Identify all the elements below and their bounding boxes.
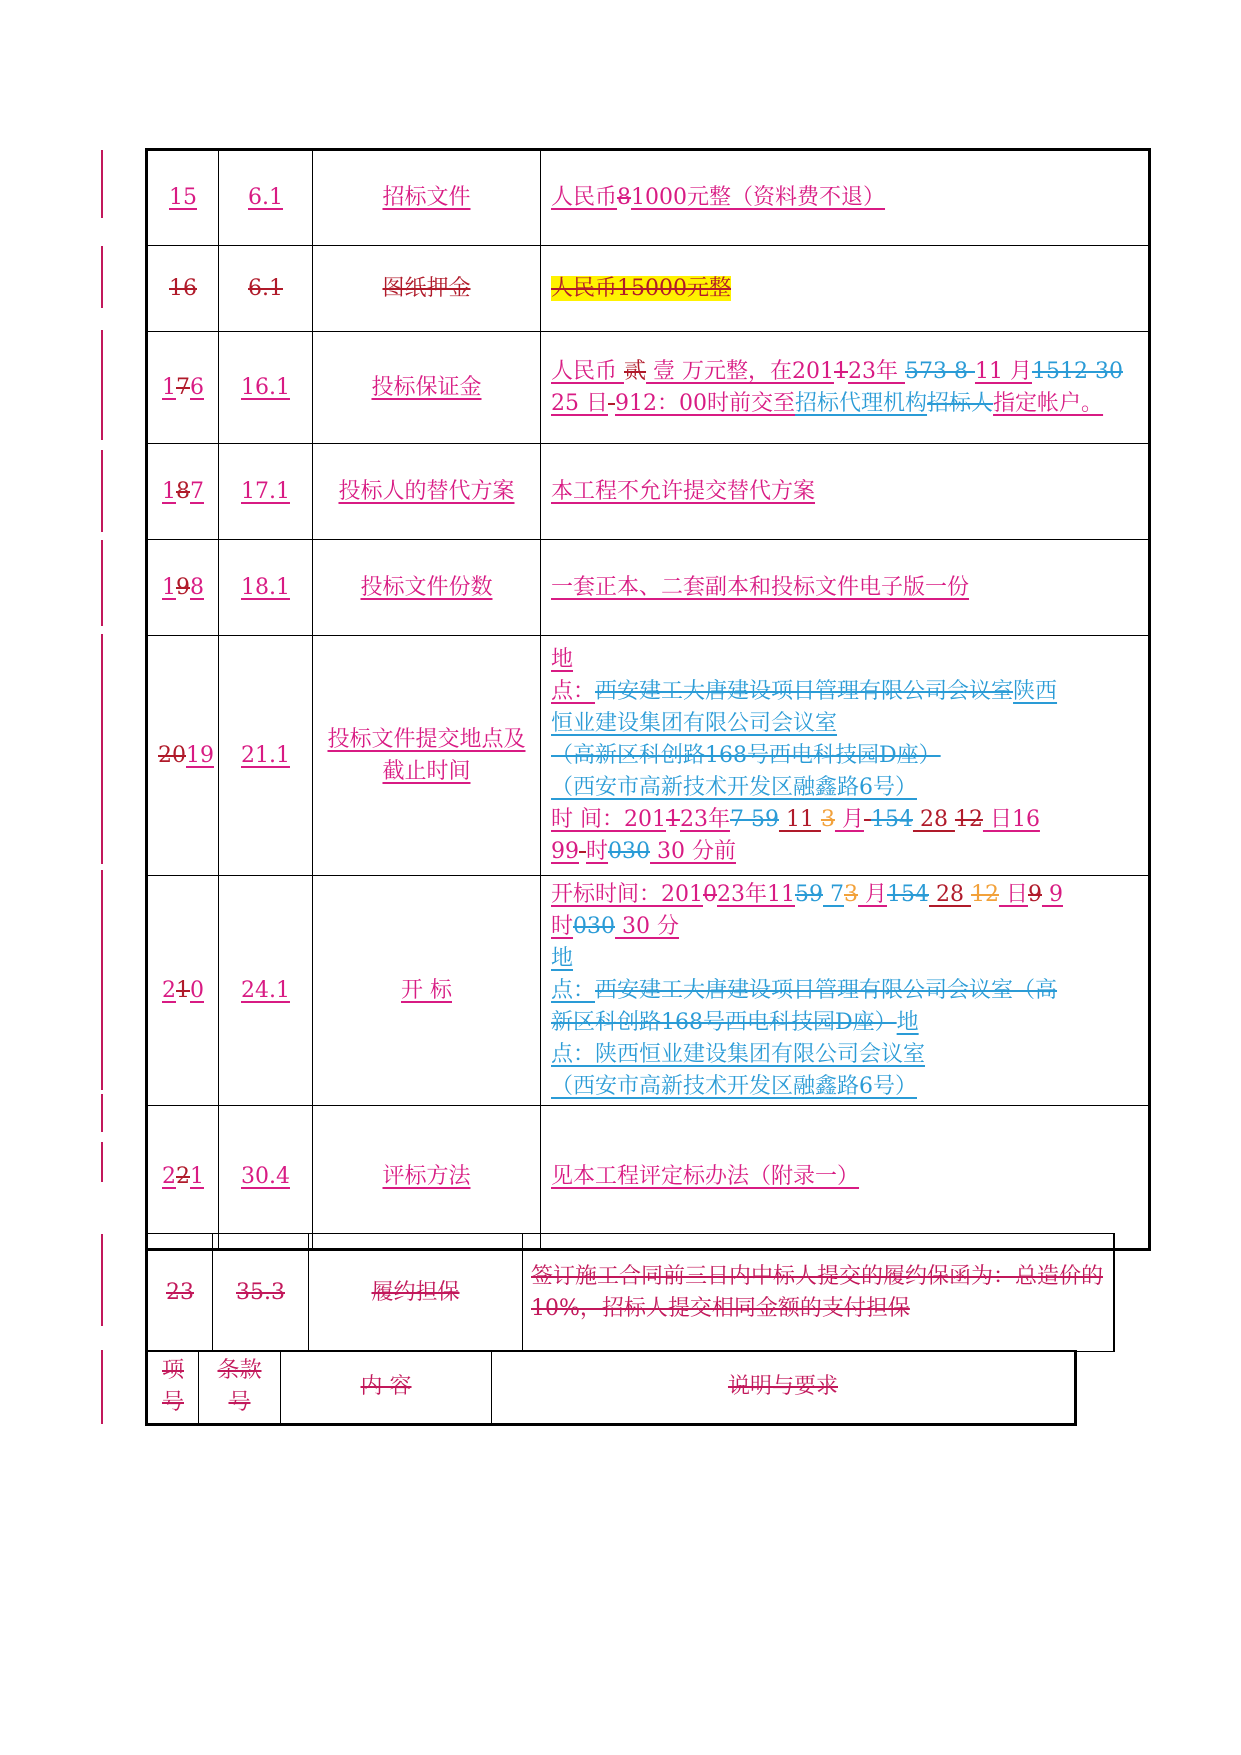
content-run: 陕西 [1013, 678, 1058, 704]
change-bar [101, 1234, 103, 1326]
row-number-text: 1 [162, 478, 176, 504]
deleted-header-item: 内 容 [281, 1351, 492, 1425]
row-number-deleted: 1 [176, 977, 190, 1003]
content-run: 8 [617, 185, 632, 210]
row-number [147, 1106, 219, 1250]
item-name [313, 540, 541, 636]
table-row [147, 332, 1150, 444]
content-run: 0 [703, 881, 717, 907]
deleted-row-no: 23 [147, 1234, 213, 1352]
deleted-row-table [145, 1233, 1115, 1352]
item-name [313, 246, 541, 332]
clause-text: 24.1 [241, 977, 290, 1003]
content-run: 11 [778, 806, 821, 832]
clause-number [219, 150, 313, 246]
content-run: 指定帐户。 [993, 390, 1104, 416]
requirement-content [541, 540, 1150, 636]
row-number [147, 444, 219, 540]
row-number [147, 876, 219, 1106]
content-run: 1512 [1031, 358, 1088, 384]
requirement-content [541, 1106, 1150, 1250]
item-text: 投标人的替代方案 [338, 478, 515, 504]
requirement-content [541, 246, 1150, 332]
content-line [551, 676, 1138, 708]
content-line [551, 740, 1138, 772]
content-run: 一套正本、二套副本和投标文件电子版一份 [551, 574, 970, 600]
item-deleted: 图纸押金 [382, 275, 471, 301]
change-bar [101, 1350, 103, 1424]
clause-text: 17.1 [241, 478, 290, 504]
clause-text: 30.4 [241, 1164, 290, 1189]
content-run: 912：00 [615, 390, 707, 416]
content-run: 月 [858, 881, 887, 907]
row-number-deleted: 9 [176, 574, 190, 600]
content-run: 7 [823, 881, 844, 907]
clause-number [219, 540, 313, 636]
content-run: 23 [848, 358, 876, 384]
item-text: 招标文件 [382, 185, 471, 210]
content-run: 时 [586, 838, 609, 864]
content-run: 点： [551, 977, 596, 1003]
tender-data-table [145, 148, 1151, 1251]
content-run: 人民币 [551, 185, 618, 210]
content-run: 30 分前 [650, 838, 736, 864]
row-number-inserted: 7 [190, 478, 204, 504]
item-name [313, 876, 541, 1106]
item-text: 评标方法 [382, 1164, 471, 1189]
content-run: 28 [929, 881, 971, 907]
content-run: 开标时间：201 [551, 881, 703, 907]
change-bar [101, 330, 103, 440]
clause-text: 18.1 [241, 574, 290, 600]
item-text: 投标文件提交地点及截止时间 [327, 726, 526, 784]
table-row [147, 876, 1150, 1106]
content-line [551, 836, 1138, 868]
content-run: 日16 [982, 806, 1040, 832]
content-run: 月 [834, 806, 864, 832]
content-run: 9 [1041, 881, 1063, 907]
change-bar [101, 870, 103, 1090]
clause-number [219, 246, 313, 332]
content-run: 招标代理机构 [795, 390, 928, 416]
item-name [313, 636, 541, 876]
content-run: 154 [887, 881, 929, 907]
row-number-text: 2 [162, 977, 176, 1003]
clause-number [219, 444, 313, 540]
content-run: 8 [947, 358, 975, 384]
clause-deleted: 6.1 [248, 275, 283, 301]
change-bar [101, 540, 103, 626]
content-run: 3 [820, 806, 835, 832]
row-number [147, 332, 219, 444]
content-run: 本工程不允许提交替代方案 [551, 478, 816, 504]
clause-number [219, 1106, 313, 1250]
requirement-content [541, 876, 1150, 1106]
item-text: 投标保证金 [371, 374, 482, 400]
content-run: 西安建工大唐建设项目管理有限公司会议室 [595, 678, 1014, 704]
content-line [551, 1071, 1138, 1103]
row-number-text: 1 [162, 574, 176, 600]
row-number [147, 246, 219, 332]
row-number-text: 1 [162, 374, 176, 400]
clause-number [219, 636, 313, 876]
content-run: 人民币15000元整 [551, 275, 731, 301]
requirement-content [541, 150, 1150, 246]
row-number-inserted: 19 [186, 742, 214, 768]
item-name [313, 1106, 541, 1250]
content-line [551, 644, 1138, 676]
deleted-row-content: 签订施工合同前三日内中标人提交的履约保函为：总造价的10%，招标人提交相同金额的支付担保 [523, 1234, 1115, 1352]
table-row [147, 1106, 1150, 1250]
content-run: 时 [551, 913, 574, 939]
content-run: 地 [551, 945, 574, 971]
content-run: 地 [896, 1009, 919, 1035]
content-run: 30 分 [615, 913, 679, 939]
content-run: 9 [1027, 881, 1042, 907]
content-run: 12 [970, 881, 999, 907]
content-run: 23年 [680, 806, 730, 832]
row-number-inserted: 8 [190, 574, 204, 600]
content-run [608, 391, 615, 416]
content-run: 59 [795, 881, 823, 907]
content-line [551, 911, 1138, 943]
change-bar [101, 150, 103, 218]
content-run: 28 [912, 806, 955, 832]
content-line [551, 804, 1138, 836]
table-row [147, 246, 1150, 332]
deleted-row-item: 履约担保 [309, 1234, 523, 1352]
item-text: 开 标 [401, 977, 452, 1003]
content-run [864, 807, 871, 832]
item-name [313, 444, 541, 540]
row-number-deleted: 16 [169, 275, 197, 301]
content-run: 点：陕西恒业建设集团有限公司会议室 [551, 1041, 926, 1067]
item-name [313, 150, 541, 246]
clause-number [219, 332, 313, 444]
content-run: 见本工程评定标办法（附录一） [551, 1164, 860, 1189]
content-run: 12 [954, 806, 983, 832]
row-number-inserted: 15 [169, 185, 197, 210]
clause-text: 16.1 [241, 374, 290, 400]
content-run: 时前交至 [707, 390, 796, 416]
requirement-content [541, 444, 1150, 540]
change-bar [101, 634, 103, 864]
content-run: 23年11 [717, 881, 795, 907]
content-run: 1 [666, 806, 680, 832]
content-run: 3 [844, 881, 858, 907]
row-number-deleted: 7 [176, 374, 190, 400]
row-number-inserted: 0 [190, 977, 204, 1003]
content-line [551, 1039, 1138, 1071]
content-run: 新区科创路168号西电科技园D座） [551, 1009, 897, 1035]
row-number [147, 636, 219, 876]
deleted-header-content: 说明与要求 [492, 1351, 1076, 1425]
change-bar [101, 1142, 103, 1182]
content-run: 西安建工大唐建设项目管理有限公司会议室（高 [595, 977, 1058, 1003]
change-bar [101, 1094, 103, 1132]
content-run [579, 839, 586, 864]
content-run: 25 日 [551, 390, 608, 416]
clause-text: 21.1 [241, 742, 290, 768]
content-run: 154 [870, 806, 913, 832]
row-number-deleted: 20 [158, 742, 186, 768]
row-number-deleted: 8 [176, 478, 190, 504]
deleted-header-clause: 条款号 [199, 1351, 281, 1425]
row-number [147, 150, 219, 246]
content-run: 30 [1087, 358, 1123, 384]
deleted-header-no: 项号 [147, 1351, 199, 1425]
content-run: 壹 万元整，在201 [646, 358, 834, 384]
content-run: （西安市高新技术开发区融鑫路6号） [551, 774, 917, 800]
table-row [147, 636, 1150, 876]
content-run: 人民币 [551, 358, 624, 384]
table-row [147, 540, 1150, 636]
content-line [551, 943, 1138, 975]
content-run: 573 [905, 358, 947, 384]
content-run: 时 间：201 [551, 806, 666, 832]
clause-number [219, 876, 313, 1106]
content-run: 99 [551, 838, 579, 864]
content-line [551, 772, 1138, 804]
content-line [551, 975, 1138, 1007]
table-row [147, 444, 1150, 540]
content-run: 招标人 [927, 390, 994, 416]
content-run: 1 [834, 358, 848, 384]
content-run: 点： [551, 678, 596, 704]
row-number-text: 2 [162, 1164, 176, 1189]
content-run: 1000元整（资料费不退） [631, 185, 886, 210]
content-run: 11 月 [974, 358, 1032, 384]
content-run: （西安市高新技术开发区融鑫路6号） [551, 1073, 917, 1099]
table-row [147, 150, 1150, 246]
change-bar [101, 246, 103, 308]
content-run: （高新区科创路168号西电科技园D座） [551, 742, 941, 768]
content-run: 贰 [624, 358, 647, 384]
clause-text: 6.1 [248, 185, 283, 210]
row-number-inserted: 1 [190, 1164, 204, 1189]
requirement-content [541, 332, 1150, 444]
requirement-content [541, 636, 1150, 876]
deleted-row-clause: 35.3 [213, 1234, 309, 1352]
deleted-header-table [145, 1350, 1077, 1426]
content-run: 日 [998, 881, 1028, 907]
content-run: 7 59 [730, 806, 779, 832]
item-name [313, 332, 541, 444]
row-number-deleted: 2 [176, 1164, 190, 1189]
item-text: 投标文件份数 [360, 574, 493, 600]
content-line [551, 1007, 1138, 1039]
content-run: 恒业建设集团有限公司会议室 [551, 710, 838, 736]
content-run: 年 [876, 358, 905, 384]
content-run: 地 [551, 646, 574, 672]
change-bar [101, 450, 103, 532]
content-line [551, 708, 1138, 740]
row-number-inserted: 6 [190, 374, 204, 400]
content-line [551, 879, 1138, 911]
content-run: 030 [573, 913, 616, 939]
content-run: 030 [608, 838, 651, 864]
row-number [147, 540, 219, 636]
